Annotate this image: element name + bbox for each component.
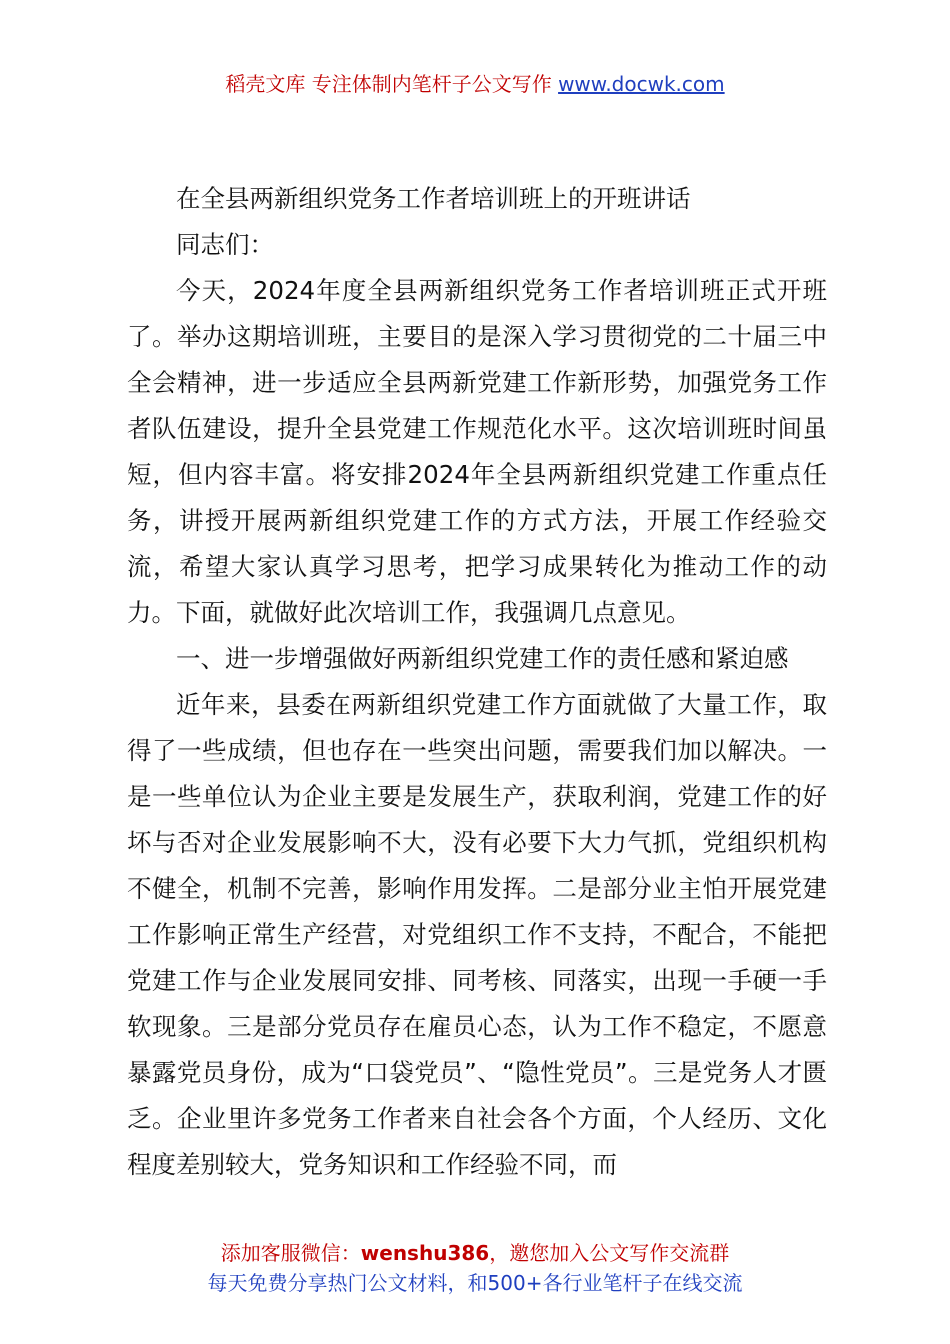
document-title: 在全县两新组织党务工作者培训班上的开班讲话	[176, 184, 691, 213]
paragraph-problems: 近年来，县委在两新组织党建工作方面就做了大量工作，取得了一些成绩，但也存在一些突出问题，需要我们加以解决。一是一些单位认为企业主要是发展生产，获取利润，党建工作的好坏与否对企业发展影响不大，没有必要下大力气抓，党组织机构不健全，机制不完善，影响作用发挥。二是部分业主怕开展党建工作影响正常生产经营，对党组织工作不支持，不配合，不能把党建工作与企业发展同安排、同考核、同落实，出现一手硬一手软现象。三是部分党员存在雇员心态，认为工作不稳定，不愿意暴露党员身份，成为“口袋党员”、“隐性党员”。三是党务人才匮乏。企业里许多党务工作者来自社会各个方面，个人经历、文化程度差别较大，党务知识和工作经验不同，而	[127, 690, 827, 1179]
footer-prefix: 添加客服微信：	[220, 1241, 361, 1265]
brand-tagline: 稻壳文库 专注体制内笔杆子公文写作	[225, 72, 552, 96]
site-url-link[interactable]: www.docwk.com	[558, 72, 725, 96]
footer-suffix: ，邀您加入公文写作交流群	[489, 1241, 730, 1265]
page-header	[0, 69, 950, 99]
page-footer	[0, 1238, 950, 1298]
greeting: 同志们：	[176, 230, 274, 259]
section-heading-1: 一、进一步增强做好两新组织党建工作的责任感和紧迫感	[176, 644, 789, 673]
wechat-id: wenshu386	[360, 1241, 490, 1265]
footer-promo-line: 每天免费分享热门公文材料，和500+各行业笔杆子在线交流	[207, 1271, 743, 1295]
footer-contact-line	[0, 1238, 950, 1268]
document-body	[127, 176, 827, 1188]
paragraph-intro: 今天，2024年度全县两新组织党务工作者培训班正式开班了。举办这期培训班，主要目的是深入学习贯彻党的二十届三中全会精神，进一步适应全县两新党建工作新形势，加强党务工作者队伍建设，提升全县党建工作规范化水平。这次培训班时间虽短，但内容丰富。将安排2024年全县两新组织党建工作重点任务，讲授开展两新组织党建工作的方式方法，开展工作经验交流，希望大家认真学习思考，把学习成果转化为推动工作的动力。下面，就做好此次培训工作，我强调几点意见。	[127, 276, 827, 627]
